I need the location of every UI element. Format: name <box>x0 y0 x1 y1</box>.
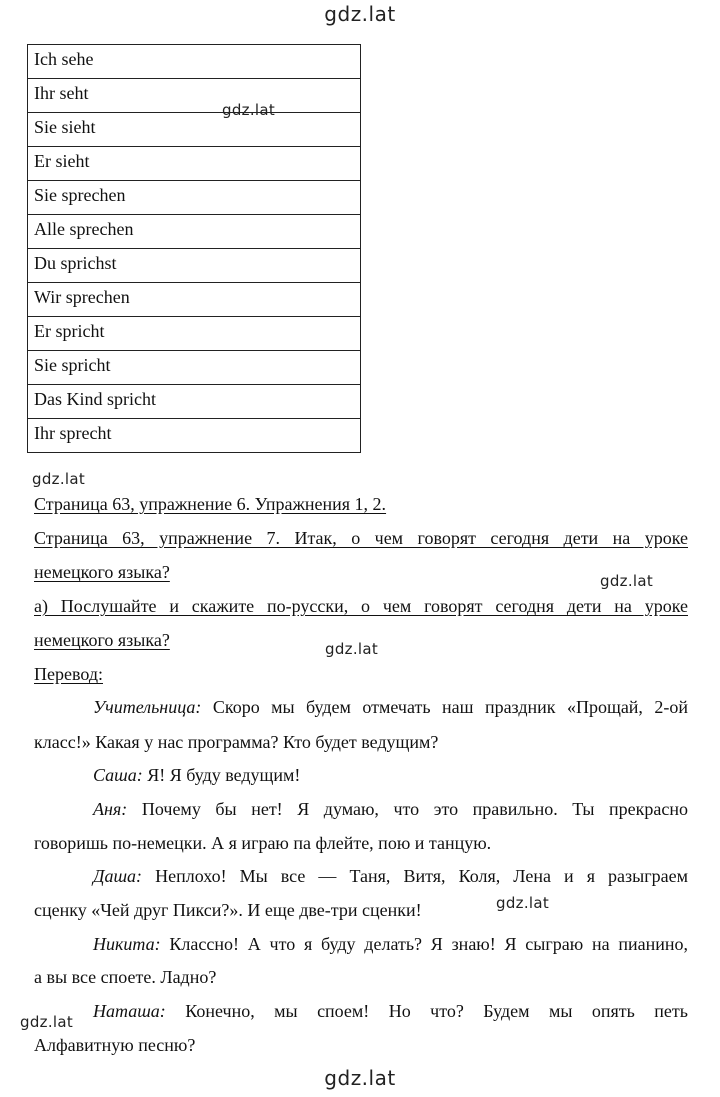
table-row <box>28 79 361 113</box>
watermark-right: gdz.lat <box>600 572 654 590</box>
exercise-6-heading: Страница 63, упражнение 6. Упражнения 1, 2. <box>34 494 387 514</box>
task-a-line1: а) Послушайте и скажите по-русски, о чем говорят сегодня дети на уроке <box>34 596 688 616</box>
watermark-middle: gdz.lat <box>325 640 379 658</box>
exercise-7-heading-line2: немецкого языка? <box>34 562 170 582</box>
speaker-name: Даша: <box>93 866 143 886</box>
dialogue-text: Конечно, мы споем! Но что? Будем мы опять петь <box>185 1001 688 1021</box>
table-row <box>28 45 361 79</box>
table-row <box>28 147 361 181</box>
speaker-name: Аня: <box>93 799 128 819</box>
dialogue-line <box>93 697 688 718</box>
table-cell: Ihr sprecht <box>28 419 361 453</box>
table-cell: Sie spricht <box>28 351 361 385</box>
dialogue-text: Классно! А что я буду делать? Я знаю! Я сыграю на пианино, <box>169 934 689 954</box>
watermark-left: gdz.lat <box>32 470 86 488</box>
table-cell: Er sieht <box>28 147 361 181</box>
watermark-table: gdz.lat <box>222 101 276 119</box>
exercise-7-heading-line1: Страница 63, упражнение 7. Итак, о чем говорят сегодня дети на уроке <box>34 528 688 548</box>
table-cell: Sie sieht <box>28 113 361 147</box>
dialogue-line <box>93 1001 688 1022</box>
table-row <box>28 351 361 385</box>
table-row <box>28 419 361 453</box>
table-cell: Alle sprechen <box>28 215 361 249</box>
table-row <box>28 215 361 249</box>
task-a-line2: немецкого языка? <box>34 630 170 650</box>
dialogue-text: Я! Я буду ведущим! <box>147 765 301 785</box>
dialogue-line <box>93 866 688 887</box>
speaker-name: Учительница: <box>93 697 202 717</box>
dialogue-line: Алфавитную песню? <box>34 1035 196 1055</box>
table-cell: Ich sehe <box>28 45 361 79</box>
conjugation-table <box>27 44 361 453</box>
watermark-bottom: gdz.lat <box>324 1066 396 1090</box>
table-row <box>28 317 361 351</box>
dialogue-text: Неплохо! Мы все — Таня, Витя, Коля, Лена и я разыграем <box>155 866 689 886</box>
table-row <box>28 385 361 419</box>
dialogue-line <box>93 765 688 786</box>
watermark-top: gdz.lat <box>324 2 396 26</box>
table-cell: Ihr seht <box>28 79 361 113</box>
table-row <box>28 283 361 317</box>
speaker-name: Саша: <box>93 765 143 785</box>
table-row <box>28 181 361 215</box>
dialogue-line <box>93 934 688 955</box>
table-row <box>28 113 361 147</box>
watermark-lower-left: gdz.lat <box>20 1013 74 1031</box>
table-cell: Sie sprechen <box>28 181 361 215</box>
dialogue-line: говоришь по-немецки. А я играю па флейте, пою и танцую. <box>34 833 492 853</box>
dialogue-line: а вы все споете. Ладно? <box>34 967 217 987</box>
speaker-name: Никита: <box>93 934 161 954</box>
table-row <box>28 249 361 283</box>
dialogue-line <box>93 799 688 820</box>
table-cell: Er spricht <box>28 317 361 351</box>
dialogue-line: сценку «Чей друг Пикси?». И еще две-три сценки! <box>34 900 422 920</box>
speaker-name: Наташа: <box>93 1001 166 1021</box>
translation-heading: Перевод: <box>34 664 103 684</box>
dialogue-text: Скоро мы будем отмечать наш праздник «Прощай, 2-ой <box>212 697 688 717</box>
table-cell: Du sprichst <box>28 249 361 283</box>
watermark-dialogue: gdz.lat <box>496 894 550 912</box>
dialogue-line: класс!» Какая у нас программа? Кто будет ведущим? <box>34 732 439 752</box>
table-cell: Das Kind spricht <box>28 385 361 419</box>
table-cell: Wir sprechen <box>28 283 361 317</box>
dialogue-text: Почему бы нет! Я думаю, что это правильно. Ты прекрасно <box>141 799 688 819</box>
